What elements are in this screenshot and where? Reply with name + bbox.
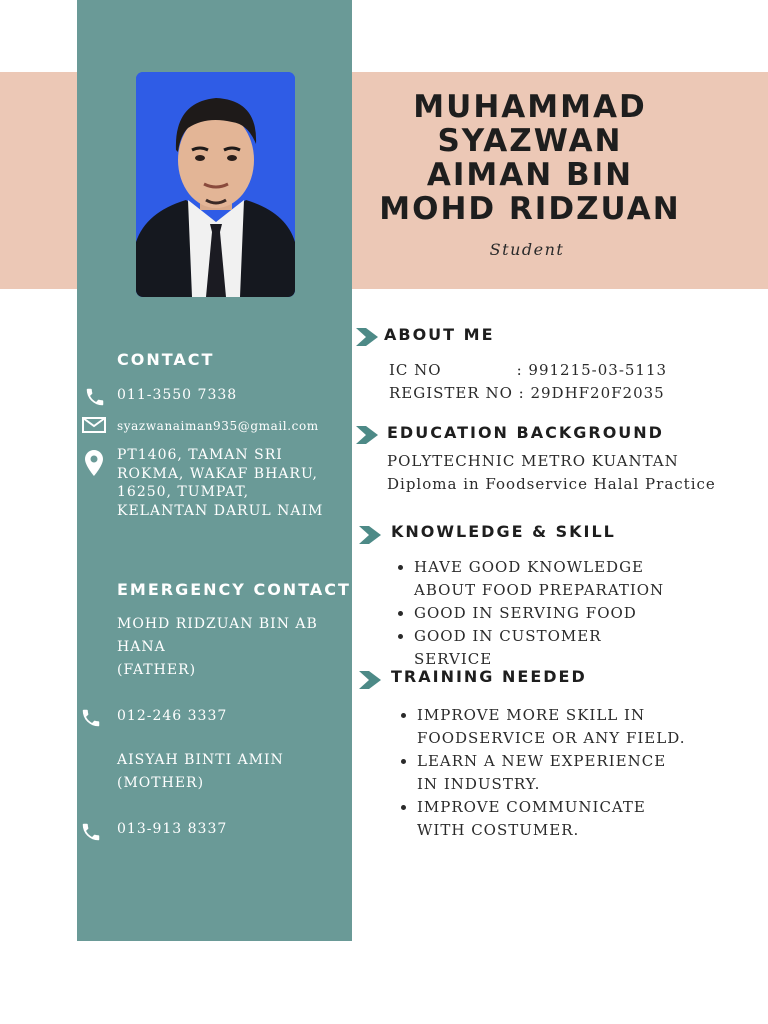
address-line-4: KELANTAN DARUL NAIM xyxy=(117,502,324,519)
emergency-2-line-2: (MOTHER) xyxy=(117,775,205,791)
header-band-left xyxy=(0,72,77,289)
contact-heading: CONTACT xyxy=(117,350,215,369)
address-line-1: PT1406, TAMAN SRI xyxy=(117,447,283,463)
training-list xyxy=(391,704,691,842)
emergency-1-line-1: MOHD RIDZUAN BIN AB xyxy=(117,616,318,632)
phone-icon xyxy=(80,821,102,843)
name-line-2: SYAZWAN xyxy=(437,123,623,159)
chevron-arrow-icon xyxy=(359,671,385,689)
skills-heading: KNOWLEDGE & SKILL xyxy=(391,522,616,541)
about-heading: ABOUT ME xyxy=(384,325,495,344)
phone-icon xyxy=(80,707,102,729)
profile-photo xyxy=(136,72,295,297)
contact-email: syazwanaiman935@gmail.com xyxy=(117,419,319,433)
training-heading: TRAINING NEEDED xyxy=(391,667,587,686)
emergency-contact-1-phone: 012-246 3337 xyxy=(117,708,228,724)
education-heading: EDUCATION BACKGROUND xyxy=(387,423,664,442)
emergency-1-line-3: (FATHER) xyxy=(117,662,197,678)
chevron-arrow-icon xyxy=(356,426,382,444)
chevron-arrow-icon xyxy=(359,526,385,544)
register-number: REGISTER NO : 29DHF20F2035 xyxy=(389,384,665,402)
emergency-heading: EMERGENCY CONTACT xyxy=(117,580,351,599)
skill-item: • HAVE GOOD KNOWLEDGE ABOUT FOOD PREPARATION xyxy=(414,556,678,602)
address-line-2: ROKMA, WAKAF BHARU, xyxy=(117,465,318,482)
ic-number: IC NO : 991215-03-5113 xyxy=(389,361,668,379)
name-line-4: MOHD RIDZUAN xyxy=(379,191,681,227)
job-title: Student xyxy=(489,240,565,259)
institution: POLYTECHNIC METRO KUANTAN xyxy=(387,452,679,470)
emergency-2-line-1: AISYAH BINTI AMIN xyxy=(117,752,284,768)
skill-item: • GOOD IN SERVING FOOD xyxy=(414,602,678,625)
emergency-contact-2-phone: 013-913 8337 xyxy=(117,821,228,837)
emergency-contact-1-name xyxy=(117,613,318,682)
about-details xyxy=(389,359,667,405)
training-item: • LEARN A NEW EXPERIENCE IN INDUSTRY. xyxy=(417,750,691,796)
training-item: • IMPROVE MORE SKILL IN FOODSERVICE OR ANY FIELD. xyxy=(417,704,691,750)
contact-address xyxy=(117,446,323,520)
emergency-1-line-2: HANA xyxy=(117,639,166,655)
skill-item: • GOOD IN CUSTOMER SERVICE xyxy=(414,625,678,671)
phone-icon xyxy=(84,386,106,408)
name-line-1: MUHAMMAD xyxy=(413,89,647,125)
address-line-3: 16250, TUMPAT, xyxy=(117,484,250,500)
skills-list xyxy=(388,556,678,671)
envelope-icon xyxy=(82,416,106,434)
training-item: • IMPROVE COMMUNICATE WITH COSTUMER. xyxy=(417,796,691,842)
candidate-name xyxy=(352,90,708,226)
chevron-arrow-icon xyxy=(356,328,382,346)
contact-phone: 011-3550 7338 xyxy=(117,387,238,403)
name-line-3: AIMAN BIN xyxy=(426,157,634,193)
qualification: Diploma in Foodservice Halal Practice xyxy=(387,475,716,493)
location-pin-icon xyxy=(85,450,103,476)
education-details xyxy=(387,450,716,496)
emergency-contact-2-name xyxy=(117,749,284,795)
